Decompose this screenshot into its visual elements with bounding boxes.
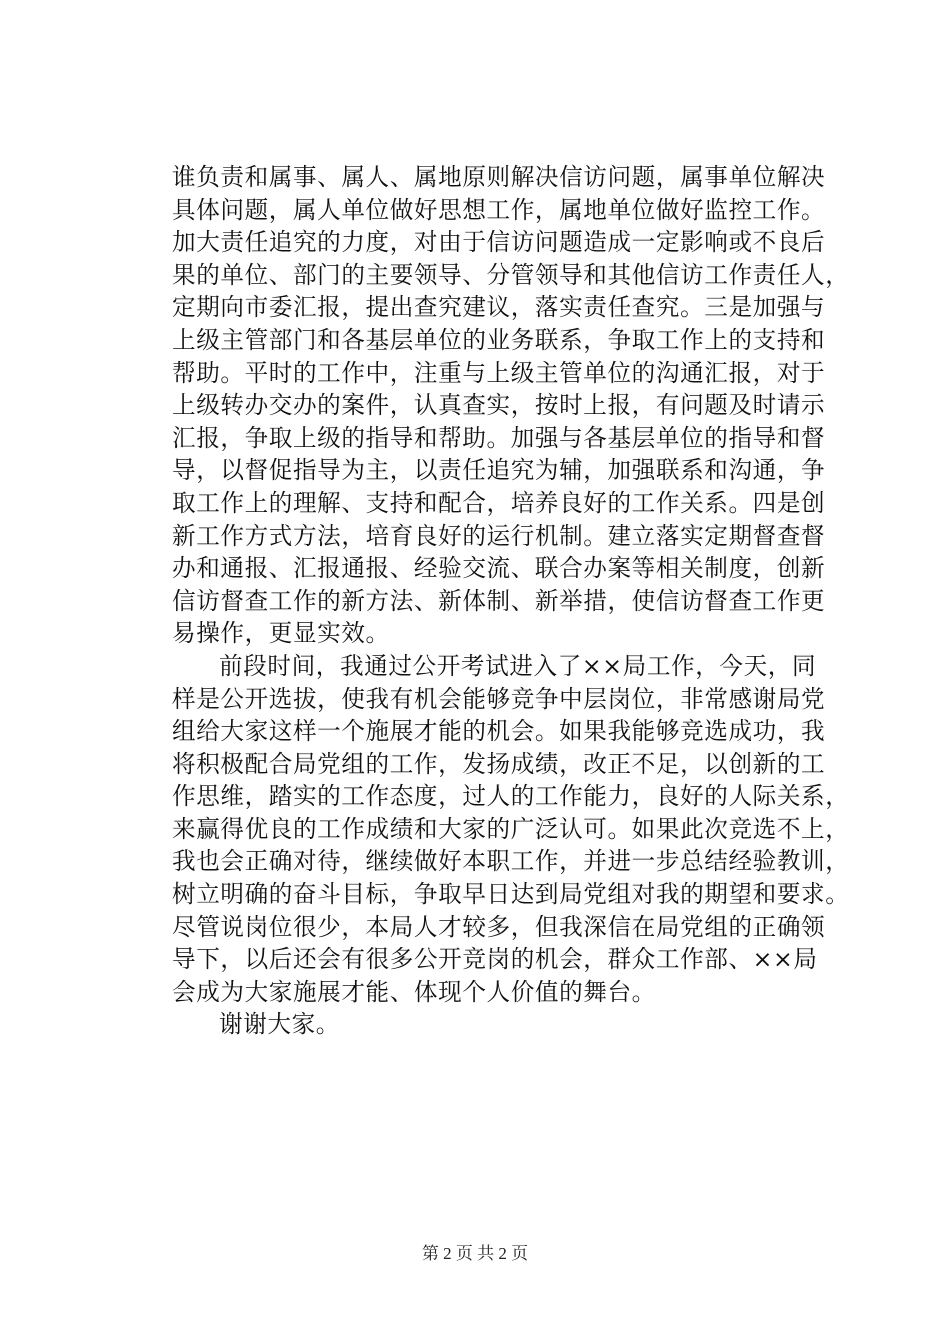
text-line: 上级主管部门和各基层单位的业务联系，争取工作上的支持和 [172, 325, 826, 354]
page-footer [0, 1243, 950, 1265]
text-line: 取工作上的理解、支持和配合，培养良好的工作关系。四是创 [172, 488, 826, 517]
text-line: 谁负责和属事、属人、属地原则解决信访问题，属事单位解决 [172, 163, 826, 191]
text-line: 导下，以后还会有很多公开竞岗的机会，群众工作部、××局 [172, 945, 818, 974]
text-line: 加大责任追究的力度，对由于信访问题造成一定影响或不良后 [172, 228, 826, 257]
body-text [172, 161, 850, 1041]
text-line: 组给大家这样一个施展才能的机会。如果我能够竞选成功，我 [172, 717, 826, 746]
text-line: 会成为大家施展才能、体现个人价值的舞台。 [172, 977, 656, 1006]
text-line: 样是公开选拔，使我有机会能够竞争中层岗位，非常感谢局党 [172, 684, 826, 713]
text-line: 帮助。平时的工作中，注重与上级主管单位的沟通汇报，对于 [172, 358, 826, 387]
text-line: 易操作，更显实效。 [172, 619, 390, 648]
text-line: 将积极配合局党组的工作，发扬成绩，改正不足，以创新的工 [172, 749, 826, 778]
text-line: 作思维，踏实的工作态度，过人的工作能力，良好的人际关系， [172, 782, 850, 811]
text-line: 办和通报、汇报通报、经验交流、联合办案等相关制度，创新 [172, 554, 826, 583]
closing-line: 谢谢大家。 [219, 1010, 340, 1039]
text-line: 汇报，争取上级的指导和帮助。加强与各基层单位的指导和督 [172, 423, 826, 452]
text-line: 来赢得优良的工作成绩和大家的广泛认可。如果此次竞选不上， [172, 814, 850, 843]
text-line: 新工作方式方法，培育良好的运行机制。建立落实定期督查督 [172, 521, 826, 550]
text-line: 定期向市委汇报，提出查究建议，落实责任查究。三是加强与 [172, 293, 826, 322]
text-line: 具体问题，属人单位做好思想工作，属地单位做好监控工作。 [172, 195, 826, 224]
text-line: 尽管说岗位很少，本局人才较多，但我深信在局党组的正确领 [172, 912, 826, 941]
text-line: 导，以督促指导为主，以责任追究为辅，加强联系和沟通，争 [172, 456, 826, 485]
text-line: 我也会正确对待，继续做好本职工作，并进一步总结经验教训， [172, 847, 850, 876]
text-line: 信访督查工作的新方法、新体制、新举措，使信访督查工作更 [172, 586, 826, 615]
page-number-label: 第 2 页 共 2 页 [421, 1244, 529, 1263]
paragraph-start-line: 前段时间，我通过公开考试进入了××局工作，今天，同 [219, 651, 817, 680]
text-line: 果的单位、部门的主要领导、分管领导和其他信访工作责任人， [172, 260, 850, 289]
text-line: 树立明确的奋斗目标，争取早日达到局党组对我的期望和要求。 [172, 880, 850, 909]
text-line: 上级转办交办的案件，认真查实，按时上报，有问题及时请示 [172, 391, 826, 420]
